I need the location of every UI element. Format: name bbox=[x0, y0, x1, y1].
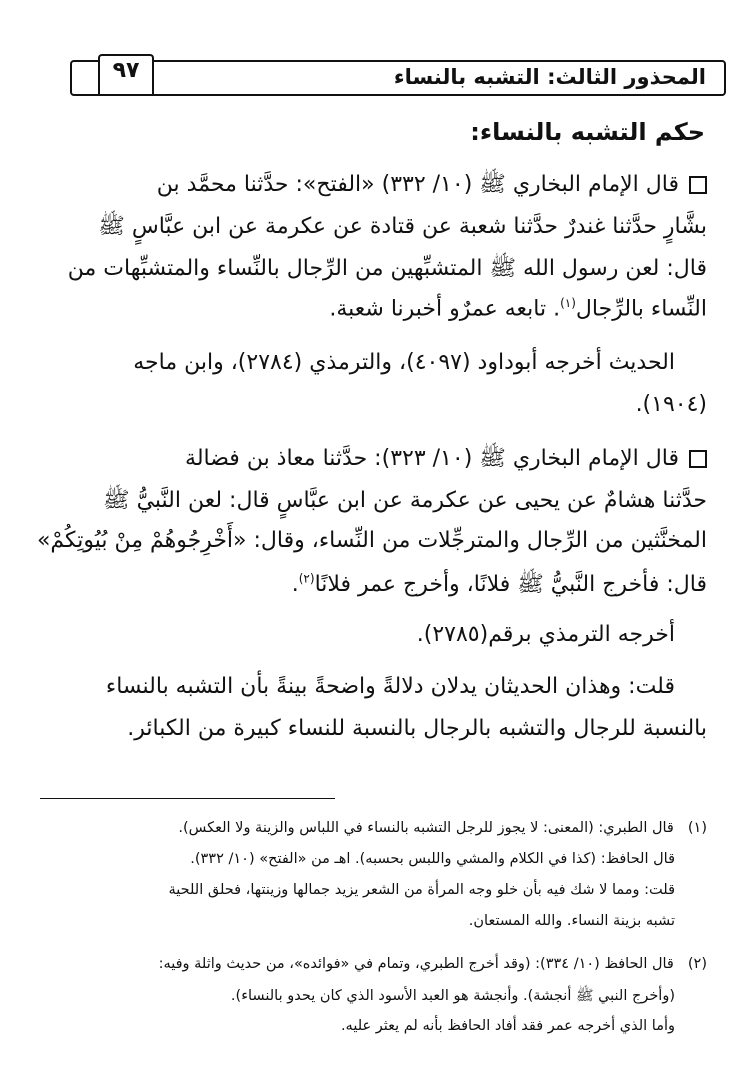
hadith2-line-4 bbox=[38, 570, 707, 602]
chapter-title: المحذور الثالث: التشبه بالنساء bbox=[393, 65, 706, 89]
footnote-2-line-1 bbox=[30, 956, 707, 972]
footnote-1-line-3: قلت: ومما لا شك فيه بأن خلو وجه المرأة من الشعر يزيد جمالها وزينتها، فحلق اللحية bbox=[168, 882, 675, 898]
hadith2-line-2: حدَّثنا هشامٌ عن يحيى عن عكرمة عن ابن عبَّاسٍ قال: لعن النَّبيُّ ﷺ bbox=[103, 488, 707, 513]
hadith2-line-3: المخنَّثين من الرِّجال والمترجِّلات من النِّساء، وقال: «أَخْرِجُوهُمْ مِنْ بُيُوتِكُمْ» bbox=[36, 528, 707, 553]
footnote-1-line-1 bbox=[30, 820, 707, 836]
footnote-1-line-4: تشبه بزينة النساء. والله المستعان. bbox=[468, 913, 675, 929]
takhrij1-line-2: (١٩٠٤). bbox=[635, 392, 707, 417]
footnote-ref-2[interactable]: (٢) bbox=[298, 571, 315, 586]
hadith2-text: قال: فأخرج النَّبيُّ ﷺ فلانًا، وأخرج عمر فلانًا bbox=[314, 572, 707, 597]
footnote-2-line-3: وأما الذي أخرجه عمر فقد أفاد الحافظ بأنه لم يعثر عليه. bbox=[340, 1018, 675, 1034]
conclusion-line-1: قلت: وهذان الحديثان يدلان دلالةً واضحةً بينةً بأن التشبه بالنساء bbox=[105, 674, 675, 699]
hadith1-text: قال الإمام البخاري ﷺ (١٠/ ٣٣٢) «الفتح»: حدَّثنا محمَّد بن bbox=[156, 172, 679, 197]
page-number-tab bbox=[98, 54, 154, 94]
checkbox-square-icon bbox=[689, 450, 707, 468]
footnote-ref-1[interactable]: (١) bbox=[560, 296, 576, 310]
takhrij2: أخرجه الترمذي برقم(٢٧٨٥). bbox=[416, 622, 675, 647]
footnote-2-text: قال الحافظ (١٠/ ٣٣٤): (وقد أخرج الطبري، وتمام في «فوائده»، من حديث واثلة وفيه: bbox=[158, 956, 674, 972]
footnote-1-number: (١) bbox=[687, 820, 707, 836]
takhrij1-line-1: الحديث أخرجه أبوداود (٤٠٩٧)، والترمذي (٢٧٨٤)، وابن ماجه bbox=[133, 350, 675, 375]
hadith1-text: النِّساء بالرِّجال bbox=[575, 296, 707, 322]
hadith1-line-3: قال: لعن رسول الله ﷺ المتشبِّهين من الرِّجال بالنِّساء والمتشبِّهات من bbox=[67, 256, 707, 281]
hadith2-line-1 bbox=[38, 444, 707, 476]
checkbox-square-icon bbox=[689, 176, 707, 194]
hadith1-line-1 bbox=[38, 170, 707, 202]
hadith1-text: . تابعه عمرٌو أخبرنا شعبة. bbox=[329, 296, 561, 322]
footnote-1-line-2: قال الحافظ: (كذا في الكلام والمشي واللبس بحسبه). اهـ من «الفتح» (١٠/ ٣٣٢). bbox=[190, 851, 675, 867]
hadith2-text: . bbox=[291, 572, 299, 597]
hadith1-line-2: بشَّارٍ حدَّثنا غندرٌ حدَّثنا شعبة عن قتادة عن عكرمة عن ابن عبَّاسٍ ﷺ bbox=[98, 214, 707, 239]
footnote-2-line-2: (وأخرج النبي ﷺ أنجشة). وأنجشة هو العبد الأسود الذي كان يحدو بالنساء). bbox=[230, 988, 675, 1004]
page-number: ٩٧ bbox=[112, 58, 140, 83]
hadith1-line-4 bbox=[38, 296, 707, 321]
footnote-1-text: قال الطبري: (المعنى: لا يجوز للرجل التشبه بالنساء في اللباس والزينة ولا العكس). bbox=[178, 820, 674, 836]
page-header bbox=[70, 60, 726, 96]
footnote-divider bbox=[40, 798, 335, 799]
footnote-2-number: (٢) bbox=[687, 956, 707, 972]
hadith2-text: قال الإمام البخاري ﷺ (١٠/ ٣٢٣): حدَّثنا معاذ بن فضالة bbox=[185, 446, 679, 471]
conclusion-line-2: بالنسبة للرجال والتشبه بالرجال بالنسبة للنساء كبيرة من الكبائر. bbox=[127, 716, 707, 741]
section-heading: حكم التشبه بالنساء: bbox=[470, 118, 705, 146]
